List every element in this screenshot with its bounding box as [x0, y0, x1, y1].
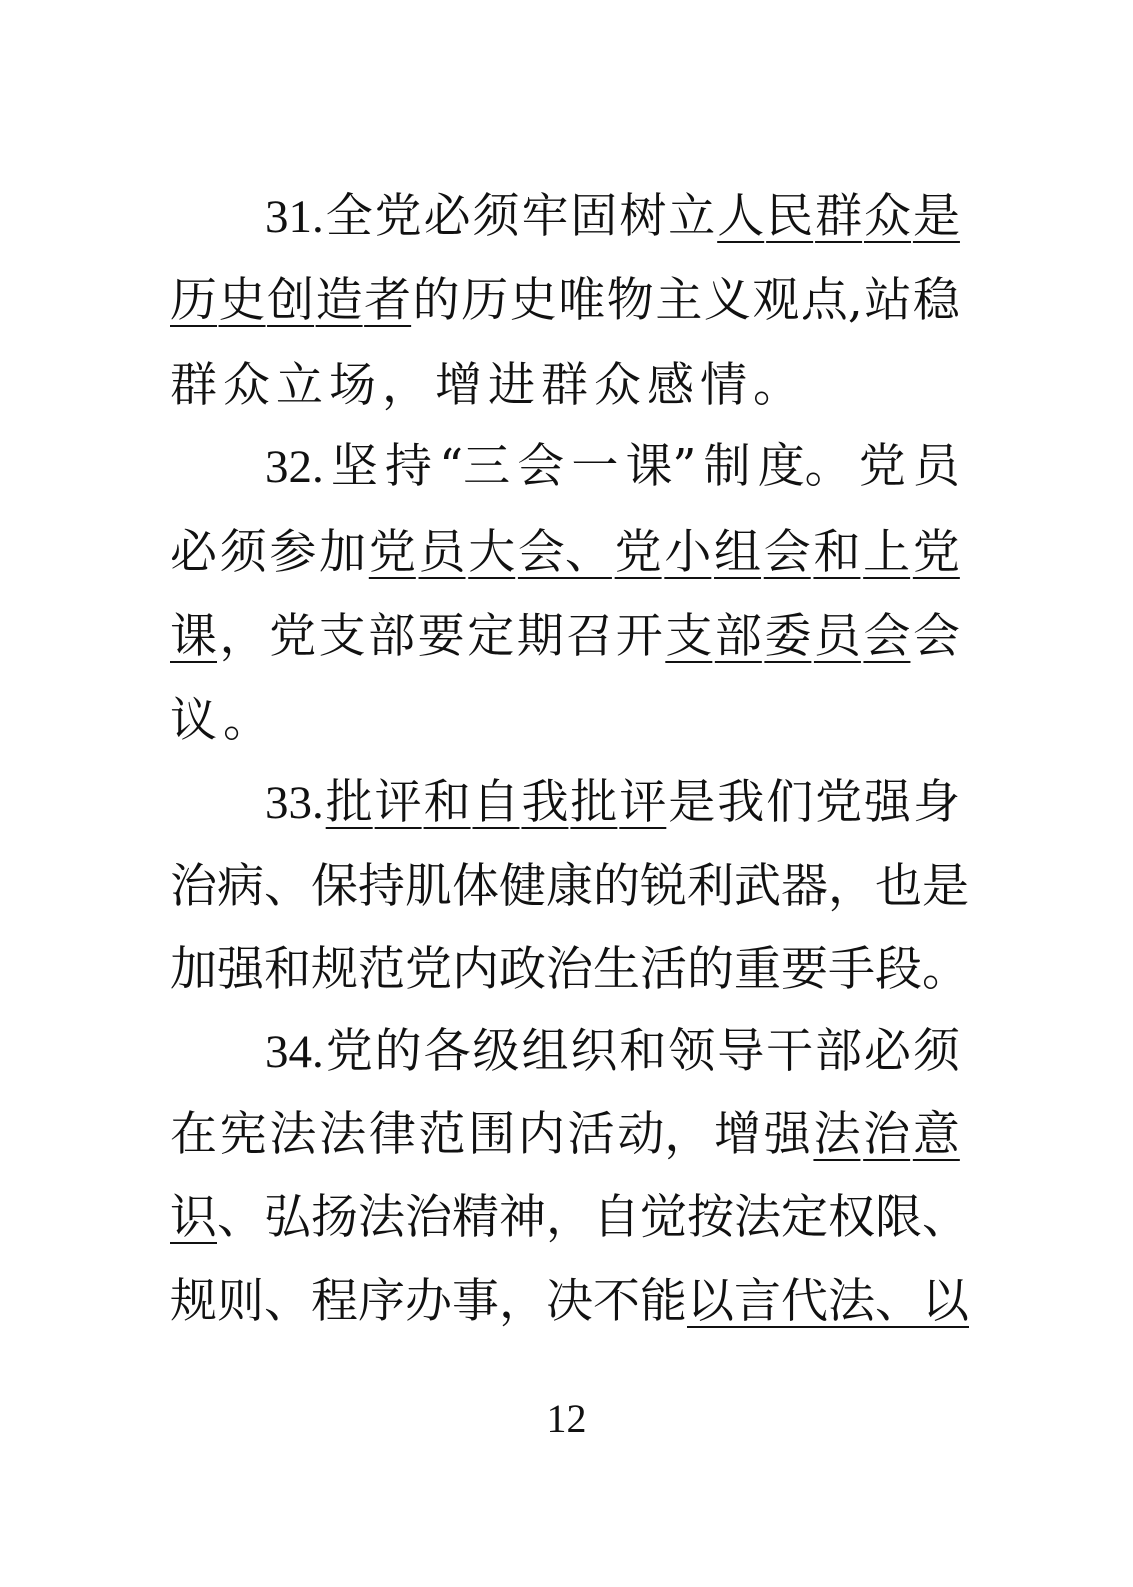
underlined-text: 创 — [267, 273, 315, 328]
text-segment: 会 — [517, 439, 565, 494]
text-segment: 须 — [912, 1024, 960, 1079]
text-segment: 站 — [864, 273, 912, 328]
text-segment: 扬 — [311, 1190, 358, 1245]
text-segment: 稳 — [912, 273, 960, 328]
text-segment: 必 — [170, 525, 217, 580]
text-segment: 要 — [781, 942, 828, 997]
text-segment: 一 — [571, 439, 619, 494]
text-line — [170, 686, 960, 756]
text-segment: 能 — [640, 1274, 687, 1329]
text-segment: 体 — [452, 859, 499, 914]
text-segment: 身 — [912, 775, 960, 830]
text-segment: 活 — [640, 942, 687, 997]
text-segment: 法 — [734, 1190, 781, 1245]
text-segment: 弘 — [264, 1190, 311, 1245]
text-line — [170, 266, 960, 336]
underlined-text: 意 — [912, 1107, 960, 1162]
text-segment: 定 — [781, 1190, 828, 1245]
text-segment: 义 — [703, 273, 751, 328]
text-segment: 利 — [687, 859, 734, 914]
text-line — [170, 1100, 960, 1170]
text-segment: 增 — [714, 1107, 762, 1162]
text-line — [170, 351, 960, 421]
underlined-text: 言 — [734, 1274, 781, 1329]
underlined-text: 者 — [364, 273, 412, 328]
text-segment: 是 — [668, 775, 716, 830]
text-segment: 治 — [405, 1190, 452, 1245]
underlined-text: 会、 — [517, 525, 612, 580]
text-segment: 议。 — [170, 693, 276, 748]
text-segment: 段。 — [875, 942, 969, 997]
text-segment: 必 — [864, 1024, 911, 1079]
underlined-text: 委 — [764, 609, 812, 664]
underlined-text: 代 — [781, 1274, 828, 1329]
item-number: 32. — [265, 441, 324, 493]
text-segment: 党 — [325, 1024, 373, 1079]
text-segment: 定 — [467, 609, 515, 664]
text-segment: 动， — [617, 1107, 712, 1162]
text-segment: 党 — [405, 942, 452, 997]
text-segment: 党 — [858, 439, 906, 494]
text-segment: 度。 — [757, 439, 852, 494]
text-segment: 锐 — [640, 859, 687, 914]
underlined-text: 众 — [864, 189, 911, 244]
text-segment: 康 — [546, 859, 593, 914]
text-segment: 我 — [717, 775, 765, 830]
underlined-text: 我 — [521, 775, 569, 830]
text-segment: 神， — [499, 1190, 593, 1245]
text-segment: 干 — [766, 1024, 814, 1079]
text-segment: 树 — [619, 189, 667, 244]
text-segment: 开 — [615, 609, 663, 664]
text-segment: 治 — [546, 942, 593, 997]
text-segment: 课” — [625, 439, 697, 494]
text-segment: 在 — [170, 1107, 217, 1162]
text-segment: 参 — [269, 525, 317, 580]
text-segment: 也 — [875, 859, 922, 914]
underlined-text: 法、 — [828, 1274, 922, 1329]
text-line — [170, 1267, 969, 1337]
text-segment: ， — [219, 609, 267, 664]
text-segment: 内 — [517, 1107, 565, 1162]
text-segment: 须 — [219, 525, 267, 580]
text-segment: 全 — [325, 189, 373, 244]
text-segment: 权 — [828, 1190, 875, 1245]
text-segment: 唯 — [558, 273, 606, 328]
text-segment: 历 — [461, 273, 509, 328]
text-segment: 病、 — [217, 859, 311, 914]
underlined-text: 评 — [374, 775, 422, 830]
underlined-text: 和 — [813, 525, 861, 580]
text-segment: 手 — [828, 942, 875, 997]
underlined-text: 会 — [763, 525, 811, 580]
page-number: 12 — [546, 1396, 587, 1441]
underlined-text: 识 — [170, 1190, 217, 1245]
text-segment: 觉 — [640, 1190, 687, 1245]
text-segment: 范 — [358, 942, 405, 997]
text-segment: 和 — [264, 942, 311, 997]
text-segment: 精 — [452, 1190, 499, 1245]
underlined-text: 历 — [170, 273, 217, 328]
text-segment: 肌 — [405, 859, 452, 914]
underlined-text: 大 — [468, 525, 516, 580]
text-line — [170, 518, 960, 588]
text-segment: 会 — [912, 609, 960, 664]
text-segment: 期 — [516, 609, 564, 664]
text-segment: 召 — [566, 609, 614, 664]
text-segment: 不 — [593, 1274, 640, 1329]
text-line — [265, 1017, 960, 1087]
text-segment: 党 — [374, 189, 422, 244]
underlined-text: 造 — [315, 273, 363, 328]
underlined-text: 会 — [863, 609, 911, 664]
underlined-text: 员 — [813, 609, 861, 664]
item-number: 31. — [265, 191, 324, 243]
text-segment: 点, — [800, 273, 863, 328]
underlined-text: 课 — [170, 609, 217, 664]
text-line — [265, 182, 960, 252]
underlined-text: 以 — [687, 1274, 734, 1329]
text-segment: 观 — [752, 273, 800, 328]
underlined-text: 史 — [218, 273, 266, 328]
text-segment: 按 — [687, 1190, 734, 1245]
text-segment: 范 — [418, 1107, 466, 1162]
underlined-text: 人 — [717, 189, 765, 244]
text-segment: 加 — [319, 525, 367, 580]
text-segment: 事， — [452, 1274, 546, 1329]
text-segment: 器， — [781, 859, 875, 914]
text-segment: 导 — [717, 1024, 765, 1079]
text-line — [170, 602, 960, 672]
text-segment: 法 — [269, 1107, 317, 1162]
text-segment: 的 — [593, 859, 640, 914]
text-segment: 固 — [570, 189, 618, 244]
text-line — [265, 432, 960, 502]
text-line — [170, 1183, 969, 1253]
underlined-text: 自 — [472, 775, 520, 830]
text-segment: 规 — [311, 942, 358, 997]
underlined-text: 上 — [863, 525, 911, 580]
text-segment: 围 — [468, 1107, 516, 1162]
text-segment: 支 — [318, 609, 366, 664]
text-segment: 员 — [912, 439, 960, 494]
text-segment: 要 — [417, 609, 465, 664]
text-segment: 生 — [593, 942, 640, 997]
text-line — [265, 768, 960, 838]
text-segment: 限、 — [875, 1190, 969, 1245]
text-segment: 的 — [412, 273, 460, 328]
text-segment: 群众立场，增进群众感情。 — [170, 358, 806, 413]
text-segment: 办 — [405, 1274, 452, 1329]
text-segment: 的 — [374, 1024, 422, 1079]
text-segment: 治 — [170, 859, 217, 914]
underlined-text: 法 — [813, 1107, 861, 1162]
text-segment: 党 — [269, 609, 317, 664]
text-segment: 持 — [358, 859, 405, 914]
text-segment: 持 — [384, 439, 432, 494]
text-segment: 法 — [319, 1107, 367, 1162]
text-segment: 史 — [509, 273, 557, 328]
text-segment: 组 — [521, 1024, 569, 1079]
text-segment: 自 — [593, 1190, 640, 1245]
text-segment: 级 — [472, 1024, 520, 1079]
text-segment: “三 — [439, 439, 511, 494]
text-segment: 们 — [766, 775, 814, 830]
text-segment: 领 — [668, 1024, 716, 1079]
text-segment: 内 — [452, 942, 499, 997]
text-segment: 加 — [170, 942, 217, 997]
text-segment: 健 — [499, 859, 546, 914]
underlined-text: 员 — [418, 525, 466, 580]
text-segment: 织 — [570, 1024, 618, 1079]
text-segment: 必 — [423, 189, 471, 244]
text-segment: 程 — [311, 1274, 358, 1329]
text-segment: 牢 — [521, 189, 569, 244]
text-segment: 律 — [368, 1107, 416, 1162]
underlined-text: 是 — [912, 189, 960, 244]
underlined-text: 评 — [619, 775, 667, 830]
text-segment: 立 — [668, 189, 716, 244]
underlined-text: 组 — [714, 525, 762, 580]
text-segment: 强 — [763, 1107, 811, 1162]
underlined-text: 治 — [863, 1107, 911, 1162]
text-segment: 坚 — [330, 439, 378, 494]
text-segment: 党 — [815, 775, 863, 830]
text-segment: 序 — [358, 1274, 405, 1329]
underlined-text: 党 — [912, 525, 960, 580]
underlined-text: 支 — [665, 609, 713, 664]
underlined-text: 批 — [325, 775, 373, 830]
text-segment: 和 — [619, 1024, 667, 1079]
text-segment: 主 — [655, 273, 703, 328]
text-line — [170, 852, 969, 922]
text-segment: 规 — [170, 1274, 217, 1329]
text-segment: 活 — [567, 1107, 615, 1162]
text-segment: 制 — [703, 439, 751, 494]
underlined-text: 以 — [922, 1274, 969, 1329]
text-segment: 政 — [499, 942, 546, 997]
item-number: 34. — [265, 1026, 324, 1078]
underlined-text: 和 — [423, 775, 471, 830]
underlined-text: 部 — [714, 609, 762, 664]
underlined-text: 党 — [614, 525, 662, 580]
underlined-text: 党 — [368, 525, 416, 580]
text-line — [170, 935, 969, 1005]
item-number: 33. — [265, 777, 324, 829]
text-segment: 宪 — [219, 1107, 267, 1162]
text-segment: 、 — [217, 1190, 264, 1245]
underlined-text: 群 — [815, 189, 863, 244]
text-segment: 的 — [687, 942, 734, 997]
text-segment: 则、 — [217, 1274, 311, 1329]
text-segment: 各 — [423, 1024, 471, 1079]
text-segment: 部 — [368, 609, 416, 664]
text-segment: 保 — [311, 859, 358, 914]
text-segment: 重 — [734, 942, 781, 997]
text-segment: 法 — [358, 1190, 405, 1245]
text-segment: 部 — [815, 1024, 863, 1079]
text-segment: 须 — [472, 189, 520, 244]
underlined-text: 民 — [766, 189, 814, 244]
text-segment: 武 — [734, 859, 781, 914]
text-segment: 物 — [606, 273, 654, 328]
text-segment: 强 — [864, 775, 911, 830]
text-segment: 是 — [922, 859, 969, 914]
underlined-text: 批 — [570, 775, 618, 830]
text-segment: 决 — [546, 1274, 593, 1329]
text-segment: 强 — [217, 942, 264, 997]
underlined-text: 小 — [664, 525, 712, 580]
